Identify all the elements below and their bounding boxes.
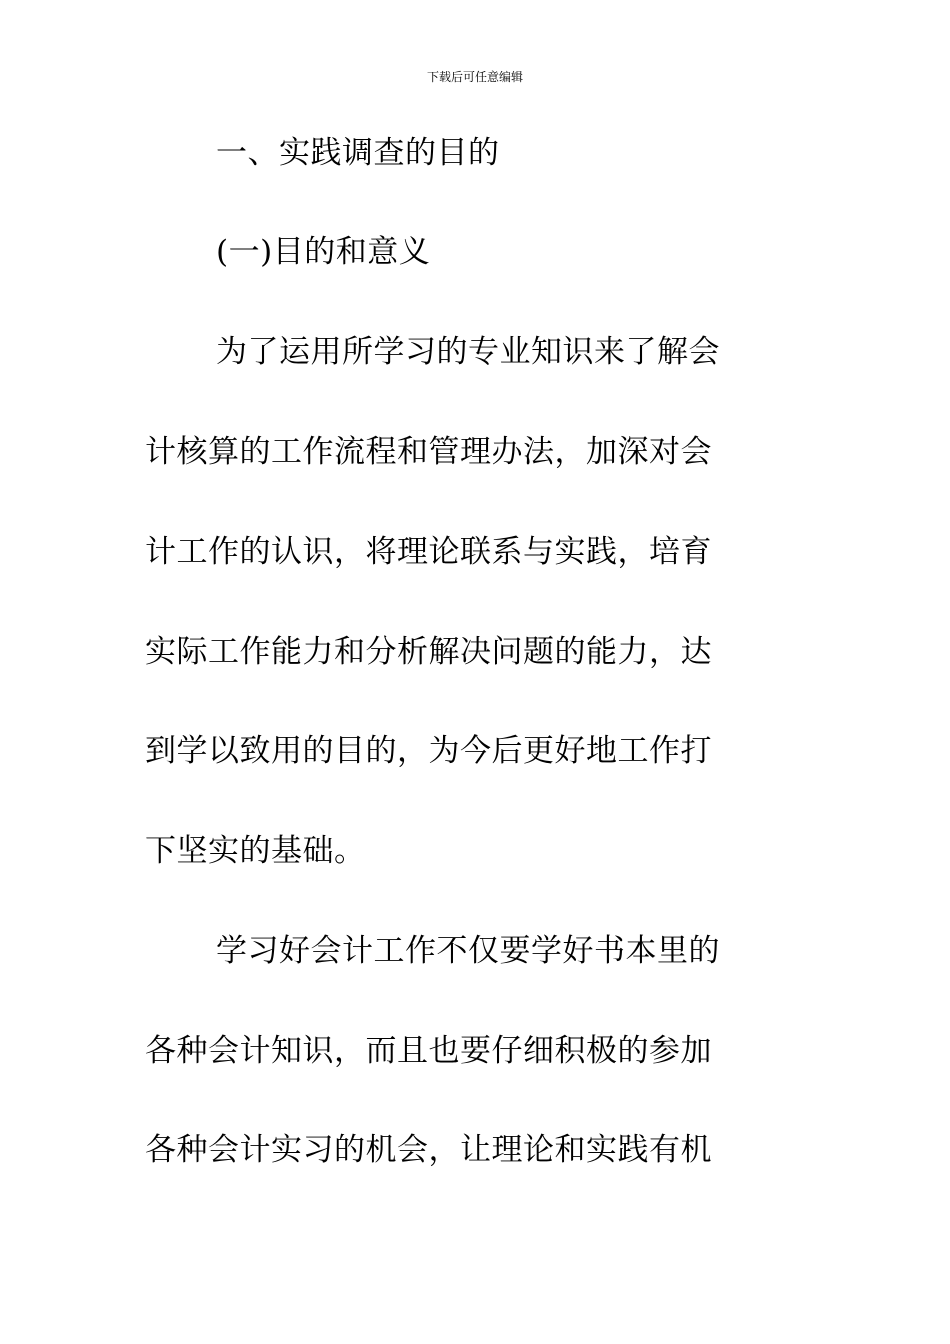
paragraph-line: 计核算的工作流程和管理办法，加深对会 [145, 434, 712, 470]
paragraph-line: 各种会计实习的机会，让理论和实践有机 [145, 1132, 712, 1168]
paragraph-line: 到学以致用的目的，为今后更好地工作打 [145, 733, 712, 769]
paragraph-line: 各种会计知识，而且也要仔细积极的参加 [145, 1033, 712, 1069]
paragraph-line: 计工作的认识，将理论联系与实践，培育 [145, 534, 712, 570]
header-note: 下载后可任意编辑 [426, 70, 523, 84]
paragraph-line: 实际工作能力和分析解决问题的能力，达 [145, 634, 712, 670]
paragraph-line: 为了运用所学习的专业知识来了解会 [216, 334, 720, 370]
section-heading: 一、实践调查的目的 [216, 135, 500, 171]
paragraph-line: 下坚实的基础。 [145, 833, 366, 869]
paragraph-line: 学习好会计工作不仅要学好书本里的 [216, 933, 720, 969]
subsection-heading: (一)目的和意义 [216, 234, 431, 270]
